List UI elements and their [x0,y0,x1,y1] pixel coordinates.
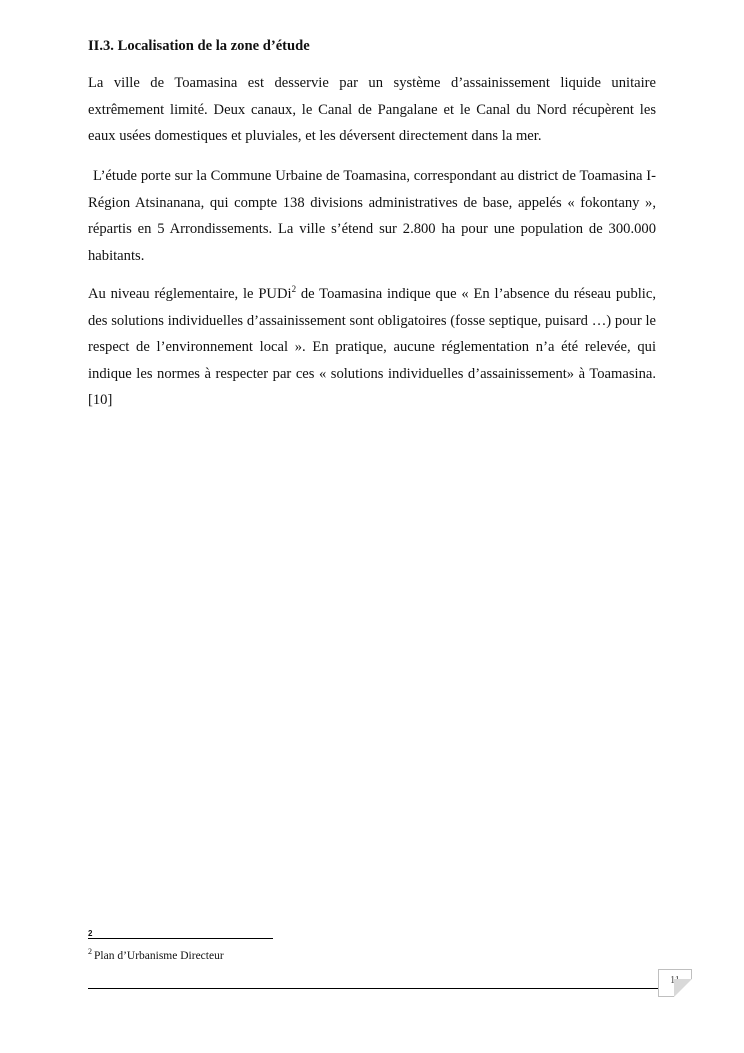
footer-rule [88,988,658,989]
footnote-text: Plan d’Urbanisme Directeur [94,950,224,962]
paragraph-regulation-part2: de Toamasina indique que « En l’absence du réseau public, des solutions individuelles d’assainissement sont obligatoires (fosse septique, puisard …) pour le respect de l’environnement local ». En pratique, aucune réglementation n’a été relevée, qui indique les normes à respecter par ces « solutions individuelles d’assainissement» à Toamasina. [10] [88,286,656,408]
footnote-separator-mark: 2 [88,929,93,938]
paragraph-regulation [88,281,656,414]
footnote-reference: 2 [291,284,297,295]
paragraph-regulation-part1: Au niveau réglementaire, le PUDi [88,286,292,302]
paragraph-sanitation: La ville de Toamasina est desservie par un système d’assainissement liquide unitaire extrêmement limité. Deux canaux, le Canal de Pangalane et le Canal du Nord récupèrent les eaux usées domestiques et pluviales, et les déversent directement dans la mer. [88,75,656,144]
footnote-separator [88,938,273,939]
footnote-number: 2 [88,947,92,957]
page-number: 11 [670,975,680,986]
paragraph-study-area: L’étude porte sur la Commune Urbaine de Toamasina, correspondant au district de Toamasina I- Région Atsinanana, qui compte 138 divisions administratives de base, appelés « fokontany », répartis en 5 Arrondissements. La ville s’étend sur 2.800 ha pour une population de 300.000 habitants. [88,168,656,264]
section-heading: II.3. Localisation de la zone d’étude [88,38,310,54]
footnote [88,948,224,964]
page-number-box [658,969,692,997]
